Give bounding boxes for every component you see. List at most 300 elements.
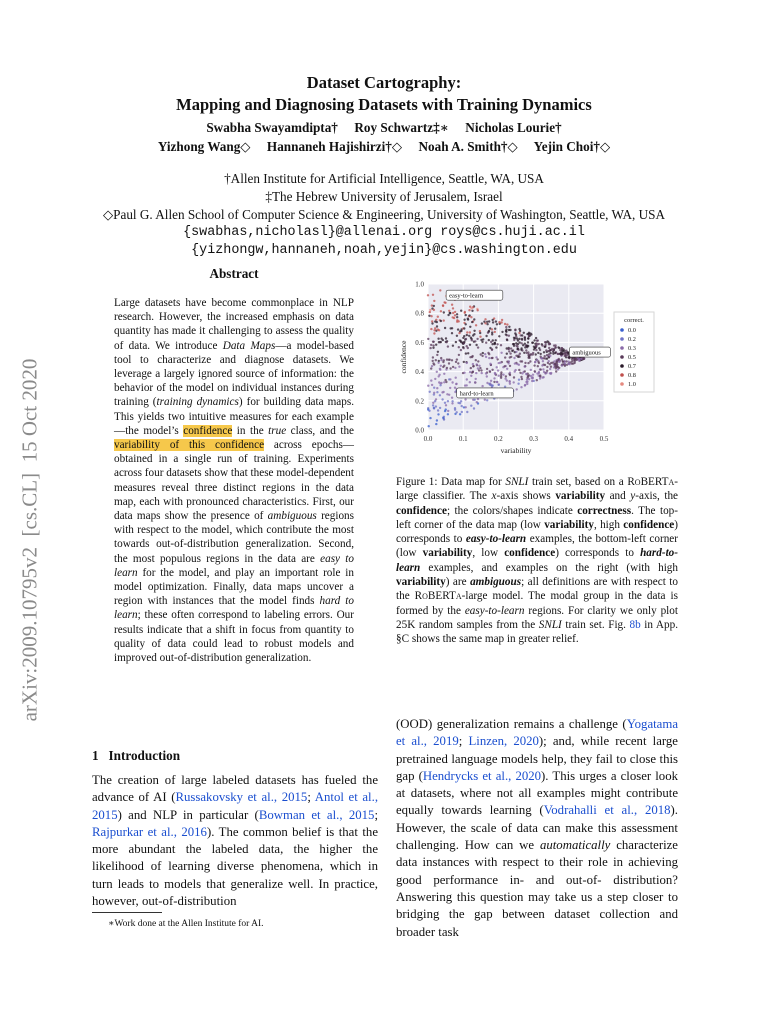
x-tick-label: 0.3 xyxy=(529,435,538,443)
data-point xyxy=(558,367,560,369)
data-point xyxy=(463,372,465,374)
data-point xyxy=(461,411,463,413)
data-point xyxy=(448,310,450,312)
caption-text: . The top-left corner of the data map (low xyxy=(396,504,678,531)
abstract-text: ) for building data maps. This yields two intuitive measures for each example—the model’s xyxy=(114,396,354,437)
data-point xyxy=(471,310,473,312)
data-point xyxy=(454,314,456,316)
data-point xyxy=(445,337,447,339)
data-point xyxy=(435,423,437,425)
citation-link[interactable]: Linzen, 2020 xyxy=(468,734,539,749)
data-point xyxy=(514,370,516,372)
body-text: ). However, the scale of data can make this assessment challenging. How can we xyxy=(396,803,679,853)
data-point xyxy=(528,333,530,335)
data-point xyxy=(477,367,479,369)
data-point xyxy=(463,319,465,321)
data-point xyxy=(526,378,528,380)
data-point xyxy=(428,315,430,317)
data-point xyxy=(513,357,515,359)
y-axis-label: confidence xyxy=(399,340,408,374)
caption-term: confidence xyxy=(504,547,556,560)
data-point xyxy=(479,330,481,332)
data-point xyxy=(569,363,571,365)
data-point xyxy=(439,407,441,409)
data-point xyxy=(443,301,445,303)
data-point xyxy=(428,425,430,427)
data-point xyxy=(530,353,532,355)
data-point xyxy=(538,347,540,349)
caption-text: examples, the bottom-left corner (low xyxy=(396,533,678,560)
data-point xyxy=(445,408,447,410)
citation-link[interactable]: Antol et al., 2015 xyxy=(92,790,379,822)
data-point xyxy=(558,358,560,360)
author-list xyxy=(60,118,708,156)
data-point xyxy=(432,344,434,346)
data-point xyxy=(447,345,449,347)
data-point xyxy=(582,358,584,360)
data-point xyxy=(438,360,440,362)
data-point xyxy=(550,366,552,368)
data-point xyxy=(539,377,541,379)
data-point xyxy=(555,370,557,372)
data-point xyxy=(449,359,451,361)
data-point xyxy=(466,411,468,413)
data-point xyxy=(499,362,501,364)
data-point xyxy=(556,360,558,362)
data-point xyxy=(469,326,471,328)
data-point xyxy=(532,352,534,354)
data-point xyxy=(482,338,484,340)
caption-term: confidence xyxy=(396,504,447,517)
intro-text: ). The common belief is that the more abundant the labeled data, the higher the likelihood of learning diverse phenomena, which in turn leads to models that generalize well. In practice, however, out-of-distribution xyxy=(92,824,378,909)
data-point xyxy=(451,304,453,306)
data-point xyxy=(527,337,529,339)
data-point xyxy=(465,314,467,316)
figure-link[interactable]: 8b xyxy=(629,618,641,631)
data-point xyxy=(521,338,523,340)
data-point xyxy=(436,371,438,373)
authors-line-1: Swabha Swayamdipta† Roy Schwartz‡∗ Nicholas Lourie† xyxy=(206,120,562,135)
caption-text: -large classifier. The xyxy=(396,476,678,503)
data-point xyxy=(454,413,456,415)
data-point xyxy=(458,332,460,334)
abstract-text: in the xyxy=(232,424,269,437)
data-point xyxy=(513,376,515,378)
data-point xyxy=(544,346,546,348)
intro-text: ) and NLP in particular ( xyxy=(117,807,259,822)
data-point xyxy=(464,398,466,400)
data-point xyxy=(447,400,449,402)
data-point xyxy=(440,320,442,322)
data-point xyxy=(525,373,527,375)
data-point xyxy=(492,384,494,386)
data-point xyxy=(561,347,563,349)
data-point xyxy=(495,346,497,348)
data-point xyxy=(563,349,565,351)
caption-text: regions. For clarity we only plot 25K random samples from the xyxy=(396,604,678,631)
legend-entry: 0.3 xyxy=(628,345,636,352)
abstract-term-training-dynamics: training dynamics xyxy=(156,396,239,409)
caption-text: -large model. The modal group in the data is formed by the xyxy=(396,590,678,617)
data-point xyxy=(474,340,476,342)
data-point xyxy=(511,350,513,352)
data-point xyxy=(427,338,429,340)
legend-marker xyxy=(620,373,624,377)
data-point xyxy=(461,405,463,407)
data-point xyxy=(518,341,520,343)
data-point xyxy=(427,408,429,410)
introduction-body xyxy=(92,772,378,910)
legend-entry: 0.7 xyxy=(628,363,636,370)
data-point xyxy=(524,343,526,345)
data-point xyxy=(543,351,545,353)
citation-link[interactable]: Hendrycks et al., 2020 xyxy=(422,768,542,783)
data-point xyxy=(525,349,527,351)
legend-marker xyxy=(620,355,624,359)
data-point xyxy=(487,352,489,354)
data-point xyxy=(494,343,496,345)
data-point xyxy=(500,371,502,373)
data-point xyxy=(436,387,438,389)
data-point xyxy=(509,352,511,354)
x-axis-label: variability xyxy=(500,446,532,455)
data-point xyxy=(474,399,476,401)
data-point xyxy=(523,352,525,354)
citation-link[interactable]: Yogatama et al., 2019 xyxy=(396,717,678,749)
data-point xyxy=(509,372,511,374)
data-point xyxy=(465,338,467,340)
data-point xyxy=(486,382,488,384)
data-point xyxy=(432,294,434,296)
data-point xyxy=(484,318,486,320)
citation-link[interactable]: Bowman et al., 2015 xyxy=(258,807,375,822)
data-point xyxy=(442,417,444,419)
data-point xyxy=(441,398,443,400)
data-point xyxy=(439,394,441,396)
data-point xyxy=(527,341,529,343)
data-point xyxy=(491,357,493,359)
data-point xyxy=(542,376,544,378)
caption-term: hard-to-learn xyxy=(396,547,678,574)
data-point xyxy=(429,311,431,313)
y-tick-label: 0.6 xyxy=(415,338,424,347)
body-text: characterize data instances with respect to their role in achieving good performance in- and out-of- distribution? Answering this question may take us a step closer to bridging the gap between dataset collection and broader task xyxy=(396,838,678,939)
data-point xyxy=(442,391,444,393)
data-point xyxy=(430,344,432,346)
data-point xyxy=(563,352,565,354)
data-point xyxy=(470,316,472,318)
data-point xyxy=(500,344,502,346)
data-point xyxy=(540,353,542,355)
data-point xyxy=(446,367,448,369)
data-point xyxy=(545,349,547,351)
data-point xyxy=(544,355,546,357)
data-point xyxy=(442,305,444,307)
data-point xyxy=(494,373,496,375)
data-point xyxy=(454,311,456,313)
data-point xyxy=(476,338,478,340)
data-point xyxy=(518,364,520,366)
data-point xyxy=(488,320,490,322)
data-point xyxy=(446,393,448,395)
caption-term: x xyxy=(491,490,497,503)
caption-text: ) corresponds to xyxy=(555,547,641,560)
data-point xyxy=(481,322,483,324)
data-point xyxy=(443,365,445,367)
region-annotation-label: easy-to-learn xyxy=(449,292,484,300)
data-point xyxy=(546,366,548,368)
abstract-text: ; these often correspond to labeling errors. Our results indicate that a shift in focus from quantity to quality of data could lead to robust models and improved out-of-distribution generalization. xyxy=(114,609,354,665)
data-point xyxy=(561,358,563,360)
data-point xyxy=(546,340,548,342)
abstract-text: for the model, and play an important role in model optimization. Finally, data maps uncover a region with instances that the model finds xyxy=(114,566,354,608)
citation-link[interactable]: Rajpurkar et al., 2016 xyxy=(92,824,207,839)
footnote: ∗Work done at the Allen Institute for AI. xyxy=(108,919,264,929)
caption-text: -axis, the xyxy=(635,490,679,503)
data-point xyxy=(457,362,459,364)
data-point xyxy=(490,380,492,382)
data-point xyxy=(539,374,541,376)
data-point xyxy=(491,331,493,333)
data-point xyxy=(433,300,435,302)
data-point xyxy=(460,341,462,343)
data-point xyxy=(498,321,500,323)
data-point xyxy=(463,327,465,329)
data-point xyxy=(458,366,460,368)
data-point xyxy=(505,375,507,377)
legend-entry: 1.0 xyxy=(628,381,636,388)
footnote-rule xyxy=(92,912,162,913)
data-point xyxy=(434,378,436,380)
legend-marker xyxy=(620,364,624,368)
data-point xyxy=(482,352,484,354)
data-point xyxy=(497,369,499,371)
data-point xyxy=(468,309,470,311)
data-point xyxy=(433,309,435,311)
data-point xyxy=(555,346,557,348)
data-point xyxy=(433,329,435,331)
data-point xyxy=(524,365,526,367)
data-point xyxy=(459,402,461,404)
data-point xyxy=(481,355,483,357)
data-point xyxy=(485,372,487,374)
body-text: ). This urges a closer look at datasets, where not all examples might contribute equally towards learning ( xyxy=(396,768,679,818)
data-point xyxy=(444,402,446,404)
data-point xyxy=(502,374,504,376)
data-point xyxy=(429,391,431,393)
data-point xyxy=(433,341,435,343)
caption-term: correctness xyxy=(577,504,632,517)
y-tick-label: 0.4 xyxy=(415,368,424,377)
data-point xyxy=(519,372,521,374)
data-map-chart xyxy=(396,278,668,464)
data-point xyxy=(532,342,534,344)
data-point xyxy=(465,323,467,325)
data-point xyxy=(549,343,551,345)
legend-entry: 0.5 xyxy=(628,354,636,361)
data-point xyxy=(484,399,486,401)
data-point xyxy=(504,365,506,367)
data-point xyxy=(437,328,439,330)
data-point xyxy=(496,366,498,368)
caption-term: variability xyxy=(555,490,606,503)
data-point xyxy=(437,316,439,318)
data-point xyxy=(514,329,516,331)
citation-link[interactable]: Vodrahalli et al., 2018 xyxy=(543,803,671,818)
data-point xyxy=(525,381,527,383)
paper-title xyxy=(60,72,708,116)
data-point xyxy=(430,328,432,330)
data-point xyxy=(476,401,478,403)
data-point xyxy=(554,362,556,364)
data-point xyxy=(513,337,515,339)
caption-term: ambiguous xyxy=(470,576,522,589)
arxiv-stamp xyxy=(0,320,60,760)
data-point xyxy=(515,345,517,347)
data-point xyxy=(440,337,442,339)
data-point xyxy=(452,366,454,368)
data-point xyxy=(466,334,468,336)
data-point xyxy=(452,316,454,318)
data-point xyxy=(429,309,431,311)
data-point xyxy=(435,405,437,407)
data-point xyxy=(476,363,478,365)
data-point xyxy=(468,335,470,337)
data-point xyxy=(529,360,531,362)
data-point xyxy=(470,405,472,407)
caption-text: ; all definitions are with respect to the xyxy=(396,576,678,603)
data-point xyxy=(546,370,548,372)
data-point xyxy=(524,362,526,364)
data-point xyxy=(489,363,491,365)
data-point xyxy=(524,370,526,372)
data-point xyxy=(487,332,489,334)
data-point xyxy=(486,399,488,401)
data-point xyxy=(467,318,469,320)
data-point xyxy=(478,365,480,367)
data-point xyxy=(475,372,477,374)
citation-link[interactable]: Russakovsky et al., 2015 xyxy=(175,790,308,805)
data-point xyxy=(432,347,434,349)
data-point xyxy=(508,335,510,337)
data-point xyxy=(524,384,526,386)
data-point xyxy=(549,368,551,370)
data-point xyxy=(481,385,483,387)
caption-term: variability xyxy=(544,518,594,531)
data-point xyxy=(536,359,538,361)
data-point xyxy=(456,321,458,323)
data-point xyxy=(519,360,521,362)
data-point xyxy=(509,365,511,367)
data-point xyxy=(463,342,465,344)
data-point xyxy=(437,338,439,340)
data-point xyxy=(513,381,515,383)
data-point xyxy=(471,321,473,323)
section-heading-introduction: 1 Introduction xyxy=(92,748,181,763)
body-term: automatically xyxy=(539,838,611,853)
intro-text: ; xyxy=(307,790,315,805)
data-point xyxy=(443,311,445,313)
y-tick-label: 0.2 xyxy=(415,397,424,406)
data-point xyxy=(501,319,503,321)
data-point xyxy=(547,350,549,352)
data-point xyxy=(440,357,442,359)
data-point xyxy=(466,362,468,364)
data-point xyxy=(456,335,458,337)
caption-text: ) corresponds to xyxy=(396,518,678,546)
highlight-confidence: confidence xyxy=(183,424,233,437)
data-point xyxy=(464,384,466,386)
data-point xyxy=(506,339,508,341)
data-point xyxy=(493,377,495,379)
data-point xyxy=(486,368,488,370)
data-point xyxy=(495,356,497,358)
data-point xyxy=(505,331,507,333)
data-point xyxy=(550,362,552,364)
data-point xyxy=(527,362,529,364)
data-point xyxy=(516,388,518,390)
caption-text: and xyxy=(605,490,631,503)
y-tick-label: 1.0 xyxy=(415,280,424,289)
data-point xyxy=(439,289,441,291)
abstract-text: Large datasets have become commonplace in NLP research. However, the increased emphasis on data quantity has made it challenging to assess the quality of data. We introduce xyxy=(114,297,354,352)
data-point xyxy=(435,359,437,361)
data-point xyxy=(509,329,511,331)
caption-text: ; the colors/shapes indicate xyxy=(446,504,578,517)
data-point xyxy=(431,365,433,367)
data-point xyxy=(530,369,532,371)
data-point xyxy=(477,360,479,362)
data-point xyxy=(536,343,538,345)
data-point xyxy=(470,375,472,377)
data-point xyxy=(455,341,457,343)
figure-data-map xyxy=(396,278,668,469)
data-point xyxy=(457,328,459,330)
data-point xyxy=(437,409,439,411)
data-point xyxy=(433,407,435,409)
data-point xyxy=(447,413,449,415)
x-tick-label: 0.2 xyxy=(494,435,503,443)
data-point xyxy=(564,362,566,364)
data-point xyxy=(537,365,539,367)
data-point xyxy=(478,369,480,371)
data-point xyxy=(466,331,468,333)
data-point xyxy=(440,365,442,367)
data-point xyxy=(536,379,538,381)
data-point xyxy=(429,417,431,419)
caption-text: Figure 1: Data map for xyxy=(396,476,506,488)
caption-text: examples, and examples on the right (with high xyxy=(420,561,678,574)
data-point xyxy=(498,335,500,337)
data-point xyxy=(504,356,506,358)
data-point xyxy=(518,369,520,371)
data-point xyxy=(541,364,543,366)
data-point xyxy=(443,381,445,383)
abstract-term-easy: easy to learn xyxy=(114,552,354,579)
data-point xyxy=(533,339,535,341)
legend-marker xyxy=(620,382,624,386)
data-point xyxy=(506,368,508,370)
data-point xyxy=(535,353,537,355)
data-point xyxy=(463,361,465,363)
data-point xyxy=(531,380,533,382)
data-point xyxy=(465,352,467,354)
data-point xyxy=(443,319,445,321)
abstract-text: —a model-based tool to characterize and diagnose datasets. We leverage a largely ignored source of information: the behavior of the model on individual instances during training ( xyxy=(114,339,354,409)
caption-term: variability xyxy=(396,576,446,589)
legend-marker xyxy=(620,346,624,350)
caption-term: easy-to-learn xyxy=(465,533,527,546)
